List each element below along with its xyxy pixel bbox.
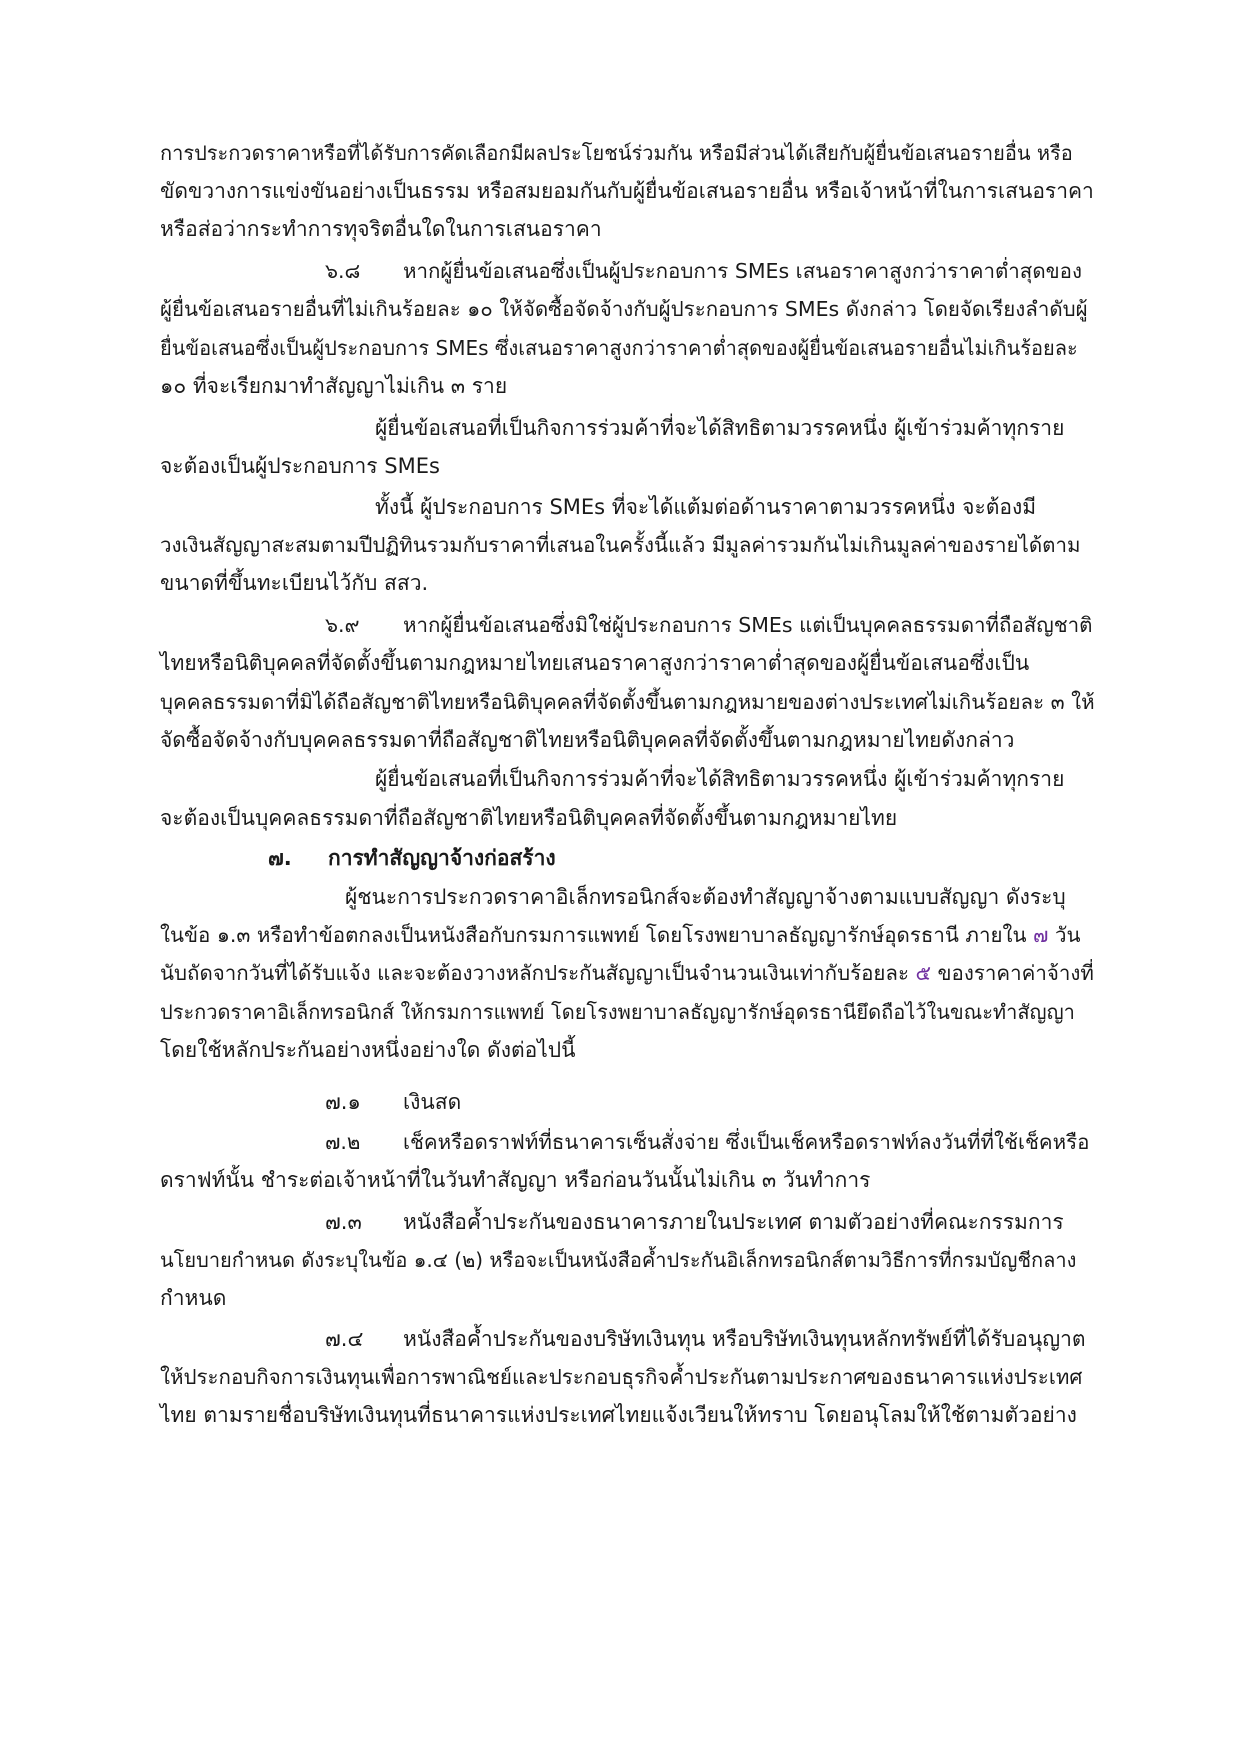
clause-text: หนังสือค้ำประกันของธนาคารภายในประเทศ ตามตัวอย่างที่คณะกรรมการ [403, 1210, 1064, 1234]
clause-6-9-first-line [325, 610, 1092, 640]
clause-text: เช็คหรือดราฟท์ที่ธนาคารเซ็นสั่งจ่าย ซึ่งเป็นเช็คหรือดราฟท์ลงวันที่ที่ใช้เช็คหรือ [403, 1130, 1090, 1154]
body-text-line [160, 958, 1094, 988]
body-text-line [160, 920, 1080, 950]
clause-text: หากผู้ยื่นข้อเสนอซึ่งมิใช่ผู้ประกอบการ SMEs แต่เป็นบุคคลธรรมดาที่ถือสัญชาติ [403, 613, 1093, 637]
body-text-line: ขนาดที่ขึ้นทะเบียนไว้กับ สสว. [160, 571, 429, 595]
clause-number: ๗.๑ [325, 1090, 361, 1114]
body-text-line: ยื่นข้อเสนอซึ่งเป็นผู้ประกอบการ SMEs ซึ่งเสนอราคาสูงกว่าราคาต่ำสุดของผู้ยื่นข้อเสนอรายอื่นไม่เกินร้อยละ [160, 336, 1078, 360]
section-7-heading [268, 843, 556, 873]
body-text-line: วงเงินสัญญาสะสมตามปีปฏิทินรวมกับราคาที่เสนอในครั้งนี้แล้ว มีมูลค่ารวมกันไม่เกินมูลค่าของรายได้ตาม [160, 533, 1081, 557]
body-text-line: จัดซื้อจัดจ้างกับบุคคลธรรมดาที่ถือสัญชาติไทยหรือนิติบุคคลที่จัดตั้งขึ้นตามกฎหมายไทยดังกล่าว [160, 728, 1015, 752]
body-text-line: ให้ประกอบกิจการเงินทุนเพื่อการพาณิชย์และประกอบธุรกิจค้ำประกันตามประกาศของธนาคารแห่งประเทศ [160, 1365, 1083, 1389]
clause-text: เงินสด [403, 1090, 462, 1114]
body-text-line: ไทย ตามรายชื่อบริษัทเงินทุนที่ธนาคารแห่งประเทศไทยแจ้งเวียนให้ทราบ โดยอนุโลมให้ใช้ตามตัวอย่าง [160, 1403, 1077, 1427]
highlighted-number: ๕ [915, 961, 932, 985]
clause-6-8-first-line [325, 256, 1082, 286]
body-text-line: ผู้ยื่นข้อเสนอที่เป็นกิจการร่วมค้าที่จะได้สิทธิตามวรรคหนึ่ง ผู้เข้าร่วมค้าทุกราย [375, 416, 1065, 440]
body-text-line: ผู้ยื่นข้อเสนอที่เป็นกิจการร่วมค้าที่จะได้สิทธิตามวรรคหนึ่ง ผู้เข้าร่วมค้าทุกราย [375, 767, 1065, 791]
body-text-line: กำหนด [160, 1286, 227, 1310]
body-text-line: การประกวดราคาหรือที่ได้รับการคัดเลือกมีผลประโยชน์ร่วมกัน หรือมีส่วนได้เสียกับผู้ยื่นข้อเสนอรายอื่น หรือ [160, 141, 1073, 165]
text-run: ของราคาค่าจ้างที่ [931, 961, 1094, 985]
body-text-line: ๑๐ ที่จะเรียกมาทำสัญญาไม่เกิน ๓ ราย [160, 374, 508, 398]
body-text-line: ไทยหรือนิติบุคคลที่จัดตั้งขึ้นตามกฎหมายไทยเสนอราคาสูงกว่าราคาต่ำสุดของผู้ยื่นข้อเสนอซึ่งเป็น [160, 651, 1030, 675]
body-text-line: ขัดขวางการแข่งขันอย่างเป็นธรรม หรือสมยอมกันกับผู้ยื่นข้อเสนอรายอื่น หรือเจ้าหน้าที่ในการเสนอราคา [160, 179, 1094, 203]
body-text-line: ประกวดราคาอิเล็กทรอนิกส์ ให้กรมการแพทย์ โดยโรงพยาบาลธัญญารักษ์อุดรธานียึดถือไว้ในขณะทำสัญญา [160, 1000, 1075, 1024]
clause-number: ๗.๓ [325, 1210, 362, 1234]
section-number: ๗. [268, 846, 292, 870]
clause-7-3-first-line [325, 1207, 1064, 1237]
body-text-line: ผู้ชนะการประกวดราคาอิเล็กทรอนิกส์จะต้องทำสัญญาจ้างตามแบบสัญญา ดังระบุ [345, 885, 1066, 909]
highlighted-number: ๗ [1033, 923, 1049, 947]
body-text-line: จะต้องเป็นบุคคลธรรมดาที่ถือสัญชาติไทยหรือนิติบุคคลที่จัดตั้งขึ้นตามกฎหมายไทย [160, 806, 898, 830]
clause-number: ๗.๔ [325, 1327, 364, 1351]
body-text-line: หรือส่อว่ากระทำการทุจริตอื่นใดในการเสนอราคา [160, 217, 602, 241]
clause-7-4-first-line [325, 1324, 1086, 1354]
text-run: ในข้อ ๑.๓ หรือทำข้อตกลงเป็นหนังสือกับกรมการแพทย์ โดยโรงพยาบาลธัญญารักษ์อุดรธานี ภายใน [160, 923, 1034, 947]
body-text-line: จะต้องเป็นผู้ประกอบการ SMEs [160, 454, 440, 478]
body-text-line: ดราฟท์นั้น ชำระต่อเจ้าหน้าที่ในวันทำสัญญา หรือก่อนวันนั้นไม่เกิน ๓ วันทำการ [160, 1168, 871, 1192]
body-text-line: โดยใช้หลักประกันอย่างหนึ่งอย่างใด ดังต่อไปนี้ [160, 1038, 576, 1062]
section-title: การทำสัญญาจ้างก่อสร้าง [328, 846, 556, 870]
clause-7-2-first-line [325, 1127, 1089, 1157]
text-run: นับถัดจากวันที่ได้รับแจ้ง และจะต้องวางหลักประกันสัญญาเป็นจำนวนเงินเท่ากับร้อยละ [160, 961, 916, 985]
body-text-line: นโยบายกำหนด ดังระบุในข้อ ๑.๔ (๒) หรือจะเป็นหนังสือค้ำประกันอิเล็กทรอนิกส์ตามวิธีการที่กรมบัญชีกลาง [160, 1248, 1077, 1272]
clause-number: ๖.๘ [325, 259, 361, 283]
clause-7-1-line [325, 1087, 461, 1117]
text-run: วัน [1048, 923, 1081, 947]
body-text-line: ผู้ยื่นข้อเสนอรายอื่นที่ไม่เกินร้อยละ ๑๐ ให้จัดซื้อจัดจ้างกับผู้ประกอบการ SMEs ดังกล่าว โดยจัดเรียงลำดับผู้ [160, 297, 1088, 321]
clause-number: ๗.๒ [325, 1130, 361, 1154]
clause-number: ๖.๙ [325, 613, 360, 637]
body-text-line: ทั้งนี้ ผู้ประกอบการ SMEs ที่จะได้แต้มต่อด้านราคาตามวรรคหนึ่ง จะต้องมี [375, 495, 1037, 519]
clause-text: หนังสือค้ำประกันของบริษัทเงินทุน หรือบริษัทเงินทุนหลักทรัพย์ที่ได้รับอนุญาต [403, 1327, 1086, 1351]
body-text-line: บุคคลธรรมดาที่มิได้ถือสัญชาติไทยหรือนิติบุคคลที่จัดตั้งขึ้นตามกฎหมายของต่างประเทศไม่เกินร้อยละ ๓ ให้ [160, 690, 1095, 714]
clause-text: หากผู้ยื่นข้อเสนอซึ่งเป็นผู้ประกอบการ SMEs เสนอราคาสูงกว่าราคาต่ำสุดของ [403, 259, 1082, 283]
